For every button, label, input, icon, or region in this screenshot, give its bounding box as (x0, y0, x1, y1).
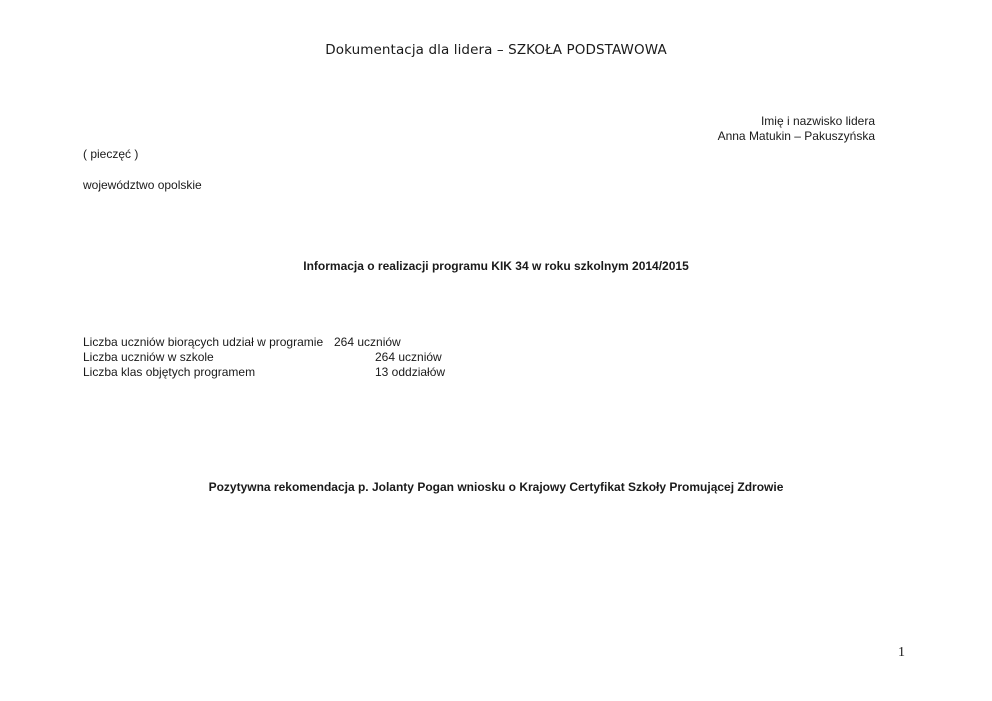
page-number: 1 (898, 645, 905, 660)
stat-label: Liczba uczniów biorących udział w programie (83, 335, 324, 349)
leader-label: Imię i nazwisko lidera (760, 114, 875, 128)
stamp-placeholder: ( pieczęć ) (83, 147, 139, 161)
stat-label: Liczba klas objętych programem (83, 365, 256, 379)
document-title: Dokumentacja dla lidera – SZKOŁA PODSTAWOWA (325, 42, 667, 58)
stat-value: 13 oddziałów (375, 365, 446, 379)
info-heading: Informacja o realizacji programu KIK 34 w roku szkolnym 2014/2015 (303, 259, 689, 273)
recommendation-text: Pozytywna rekomendacja p. Jolanty Pogan wniosku o Krajowy Certyfikat Szkoły Promującej Zdrowie (208, 480, 784, 494)
stat-value: 264 uczniów (334, 335, 401, 349)
leader-block (718, 114, 875, 144)
leader-name: Anna Matukin – Pakuszyńska (717, 129, 875, 143)
stat-label: Liczba uczniów w szkole (83, 350, 214, 364)
stat-value: 264 uczniów (375, 350, 442, 364)
voivodeship: województwo opolskie (83, 178, 202, 192)
